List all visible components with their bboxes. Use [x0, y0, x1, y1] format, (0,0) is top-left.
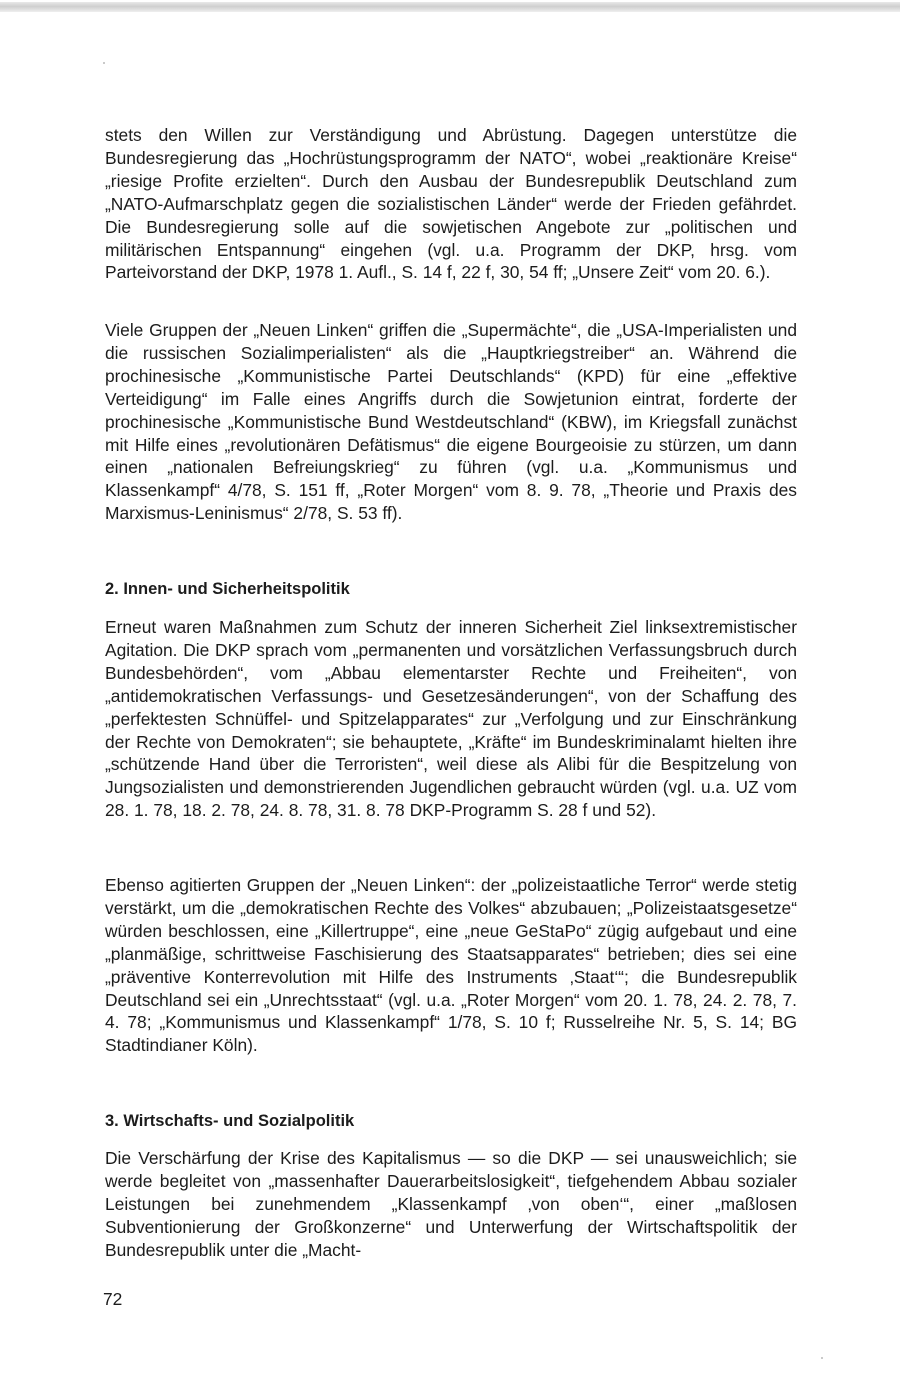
- page-number: 72: [103, 1289, 123, 1309]
- section-heading-economic-policy: 3. Wirtschafts- und Sozialpolitik: [105, 1112, 355, 1130]
- scan-speck: [821, 1357, 823, 1359]
- paragraph-new-left-police-state: Ebenso agitierten Gruppen der „Neuen Linken“: der „polizeistaatliche Terror“ werde stetig verstärkt, um die „demokratischen Rechte des Volkes“ abzubauen; „Polizeistaatsgesetze“ würden beschlossen, eine „Killertruppe“, eine „neue GeStaPo“ zügig aufgebaut und eine „planmäßige, schrittweise Faschisierung des Staatsapparates“ betrieben; dies sei eine „präventive Konterrevolution mit Hilfe des Instruments ‚Staat‘“; die Bundesrepublik Deutschland sei ein „Unrechtsstaat“ (vgl. u.a. „Roter Morgen“ vom 20. 1. 78, 24. 2. 78, 7. 4. 78; „Kommunismus und Klassenkampf“ 1/78, S. 10 f; Russelreihe Nr. 5, S. 14; BG Stadtindianer Köln).: [105, 875, 797, 1056]
- scan-speck: [103, 62, 105, 64]
- section-heading-internal-security: 2. Innen- und Sicherheitspolitik: [105, 580, 350, 598]
- paragraph-capitalism-crisis: Die Verschärfung der Krise des Kapitalismus — so die DKP — sei unausweichlich; sie werde begleitet von „massenhafter Dauerarbeitslosigkeit“, tiefgehendem Abbau sozialer Leistungen bei zunehmendem „Klassenkampf ‚von oben‘“, einer „maßlosen Subventionierung der Großkonzerne“ und Unterwerfung der Wirtschaftspolitik der Bundesrepublik unter die „Macht-: [105, 1148, 797, 1260]
- paragraph-new-left-superpowers: Viele Gruppen der „Neuen Linken“ griffen die „Supermächte“, die „USA-Imperialisten und die russischen Sozialimperialisten“ als die „Hauptkriegstreiber“ an. Während die prochinesische „Kommunistische Partei Deutschlands“ (KPD) für eine „effektive Verteidigung“ im Falle eines Angriffs durch die Sowjetunion eintrat, forderte der prochinesische „Kommunistische Bund Westdeutschland“ (KBW), im Kriegsfall zunächst mit Hilfe eines „revolutionären Defätismus“ die eigene Bourgeoisie zu stürzen, um dann einen „nationalen Befreiungskrieg“ zu führen (vgl. u.a. „Kommunismus und Klassenkampf“ 4/78, S. 151 ff, „Roter Morgen“ vom 8. 9. 78, „Theorie und Praxis des Marxismus-Leninismus“ 2/78, S. 53 ff).: [105, 320, 797, 524]
- paragraph-dkp-security-agitation: Erneut waren Maßnahmen zum Schutz der inneren Sicherheit Ziel linksextremistischer Agitation. Die DKP sprach vom „permanenten und vorsätzlichen Verfassungsbruch durch Bundesbehörden“, vom „Abbau elementarster Rechte und Freiheiten“, von „antidemokratischen Verfassungs- und Gesetzesänderungen“, von der Schaffung des „perfektesten Schnüffel- und Spitzelapparates“ zur „Verfolgung und zur Einschränkung der Rechte von Demokraten“; sie behauptete, „Kräfte“ im Bundeskriminalamt hielten ihre „schützende Hand über die Terroristen“, weil diese als Alibi für die Bespitzelung von Jungsozialisten und demonstrierenden Jugendlichen gebraucht würden (vgl. u.a. UZ vom 28. 1. 78, 18. 2. 78, 24. 8. 78, 31. 8. 78 DKP-Programm S. 28 f und 52).: [105, 617, 797, 821]
- page-top-edge: [0, 2, 900, 12]
- paragraph-disarmament: stets den Willen zur Verständigung und Abrüstung. Dagegen unterstütze die Bundesregierung das „Hochrüstungsprogramm der NATO“, wobei „reaktionäre Kreise“ „riesige Profite erzielten“. Durch den Ausbau der Bundesrepublik Deutschland zum „NATO-Aufmarschplatz gegen die sozialistischen Länder“ werde der Frieden gefährdet. Die Bundesregierung solle auf die sowjetischen Angebote zur „politischen und militärischen Entspannung“ eingehen (vgl. u.a. Programm der DKP, hrsg. vom Parteivorstand der DKP, 1978 1. Aufl., S. 14 f, 22 f, 30, 54 ff; „Unsere Zeit“ vom 20. 6.).: [105, 125, 797, 283]
